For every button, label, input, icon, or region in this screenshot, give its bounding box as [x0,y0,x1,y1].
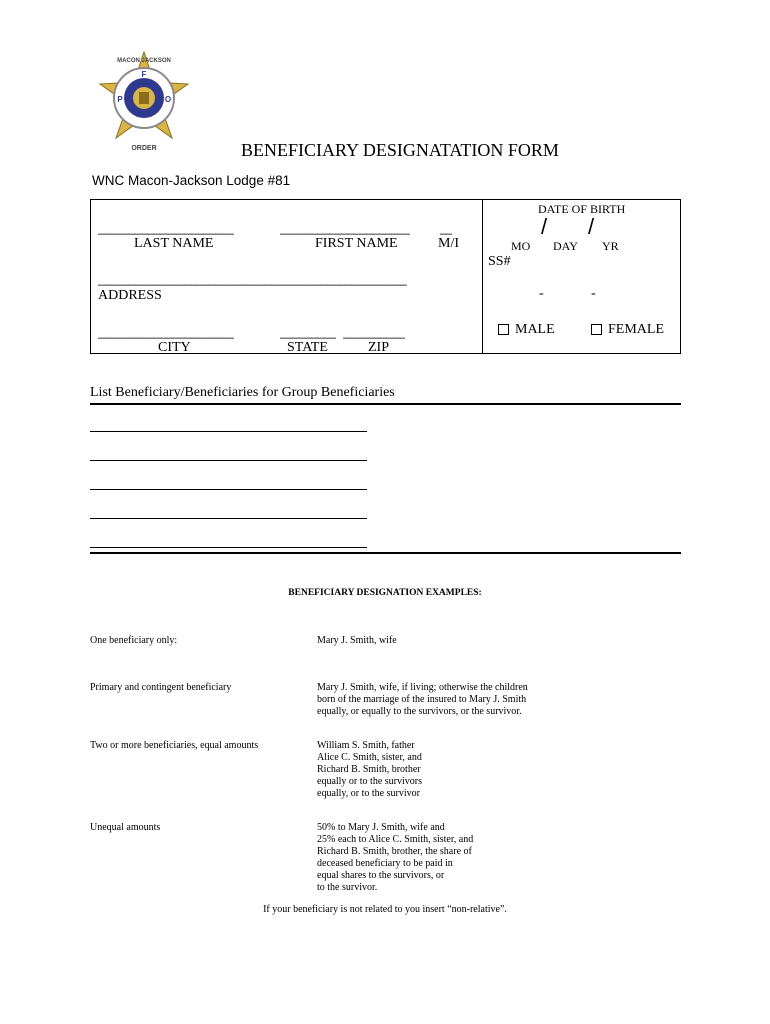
ss-dash-1: - [539,286,544,301]
list-bottom-rule [90,552,681,554]
male-checkbox[interactable] [498,324,509,335]
svg-text:P: P [117,95,123,104]
female-option[interactable] [591,322,664,338]
example-label: One beneficiary only: [90,635,178,646]
dob-label: DATE OF BIRTH [538,202,626,216]
svg-text:MACON JACKSON: MACON JACKSON [117,58,171,64]
example-text: 50% to Mary J. Smith, wife and 25% each to Alice C. Smith, sister, and Richard B. Smith, brother, the share of deceased beneficiary to be paid in equal shares to the survivors, or to the survivor. [317,822,474,893]
svg-text:O: O [164,95,172,104]
last-name-label: LAST NAME [134,236,214,251]
beneficiary-line-2[interactable] [90,460,367,461]
ss-label: SS# [488,254,511,269]
form-title: BENEFICIARY DESIGNATATION FORM [241,140,559,160]
last-name-field[interactable]: ______________________ [98,221,234,235]
footer-note: If your beneficiary is not related to you insert “non-relative”. [263,904,507,915]
example-text: Mary J. Smith, wife [317,635,397,646]
fop-star-emblem [96,50,192,154]
zip-label: ZIP [368,340,389,355]
svg-text:ORDER: ORDER [131,145,157,152]
dob-yr-label: YR [602,239,619,253]
state-field[interactable]: _________ [280,325,336,339]
list-heading: List Beneficiary/Beneficiaries for Group Beneficiaries [90,385,395,400]
address-label: ADDRESS [98,288,162,303]
city-label: CITY [158,340,191,355]
female-checkbox[interactable] [591,324,602,335]
dob-mo-label: MO [511,239,531,253]
first-name-field[interactable]: _____________________ [280,221,410,235]
lodge-name: WNC Macon-Jackson Lodge #81 [92,173,291,188]
ss-dash-2: - [591,286,596,301]
address-field[interactable]: __________________________________________________ [98,272,407,286]
example-text: Mary J. Smith, wife, if living; otherwise the children born of the marriage of the insured to Mary J. Smith equally, or equally to the survivors, or the survivor. [317,682,528,717]
beneficiary-line-4[interactable] [90,518,367,519]
male-option[interactable] [498,322,555,338]
zip-field[interactable]: __________ [343,325,405,339]
example-label: Unequal amounts [90,822,161,833]
beneficiary-line-3[interactable] [90,489,367,490]
dob-slash-2: / [588,214,595,239]
city-field[interactable]: ______________________ [98,325,234,339]
list-top-rule [90,403,681,405]
beneficiary-line-5[interactable] [90,547,367,548]
svg-text:F: F [141,70,147,79]
dob-slash-1: / [541,214,548,239]
mi-label: M/I [438,236,459,251]
examples-heading: BENEFICIARY DESIGNATION EXAMPLES: [288,588,482,598]
example-text: William S. Smith, father Alice C. Smith, sister, and Richard B. Smith, brother equally or to the survivors equally, or to the survivor [317,740,422,799]
box-divider [482,199,483,354]
dob-day-label: DAY [553,239,578,253]
first-name-label: FIRST NAME [315,236,398,251]
male-label: MALE [515,322,555,337]
state-label: STATE [287,340,328,355]
dob-field[interactable] [500,222,660,240]
fop-lodge-logo [96,50,192,154]
beneficiary-line-1[interactable] [90,431,367,432]
female-label: FEMALE [608,322,664,337]
example-label: Two or more beneficiaries, equal amounts [90,740,259,751]
mi-field[interactable]: __ [440,221,453,235]
example-label: Primary and contingent beneficiary [90,682,232,693]
